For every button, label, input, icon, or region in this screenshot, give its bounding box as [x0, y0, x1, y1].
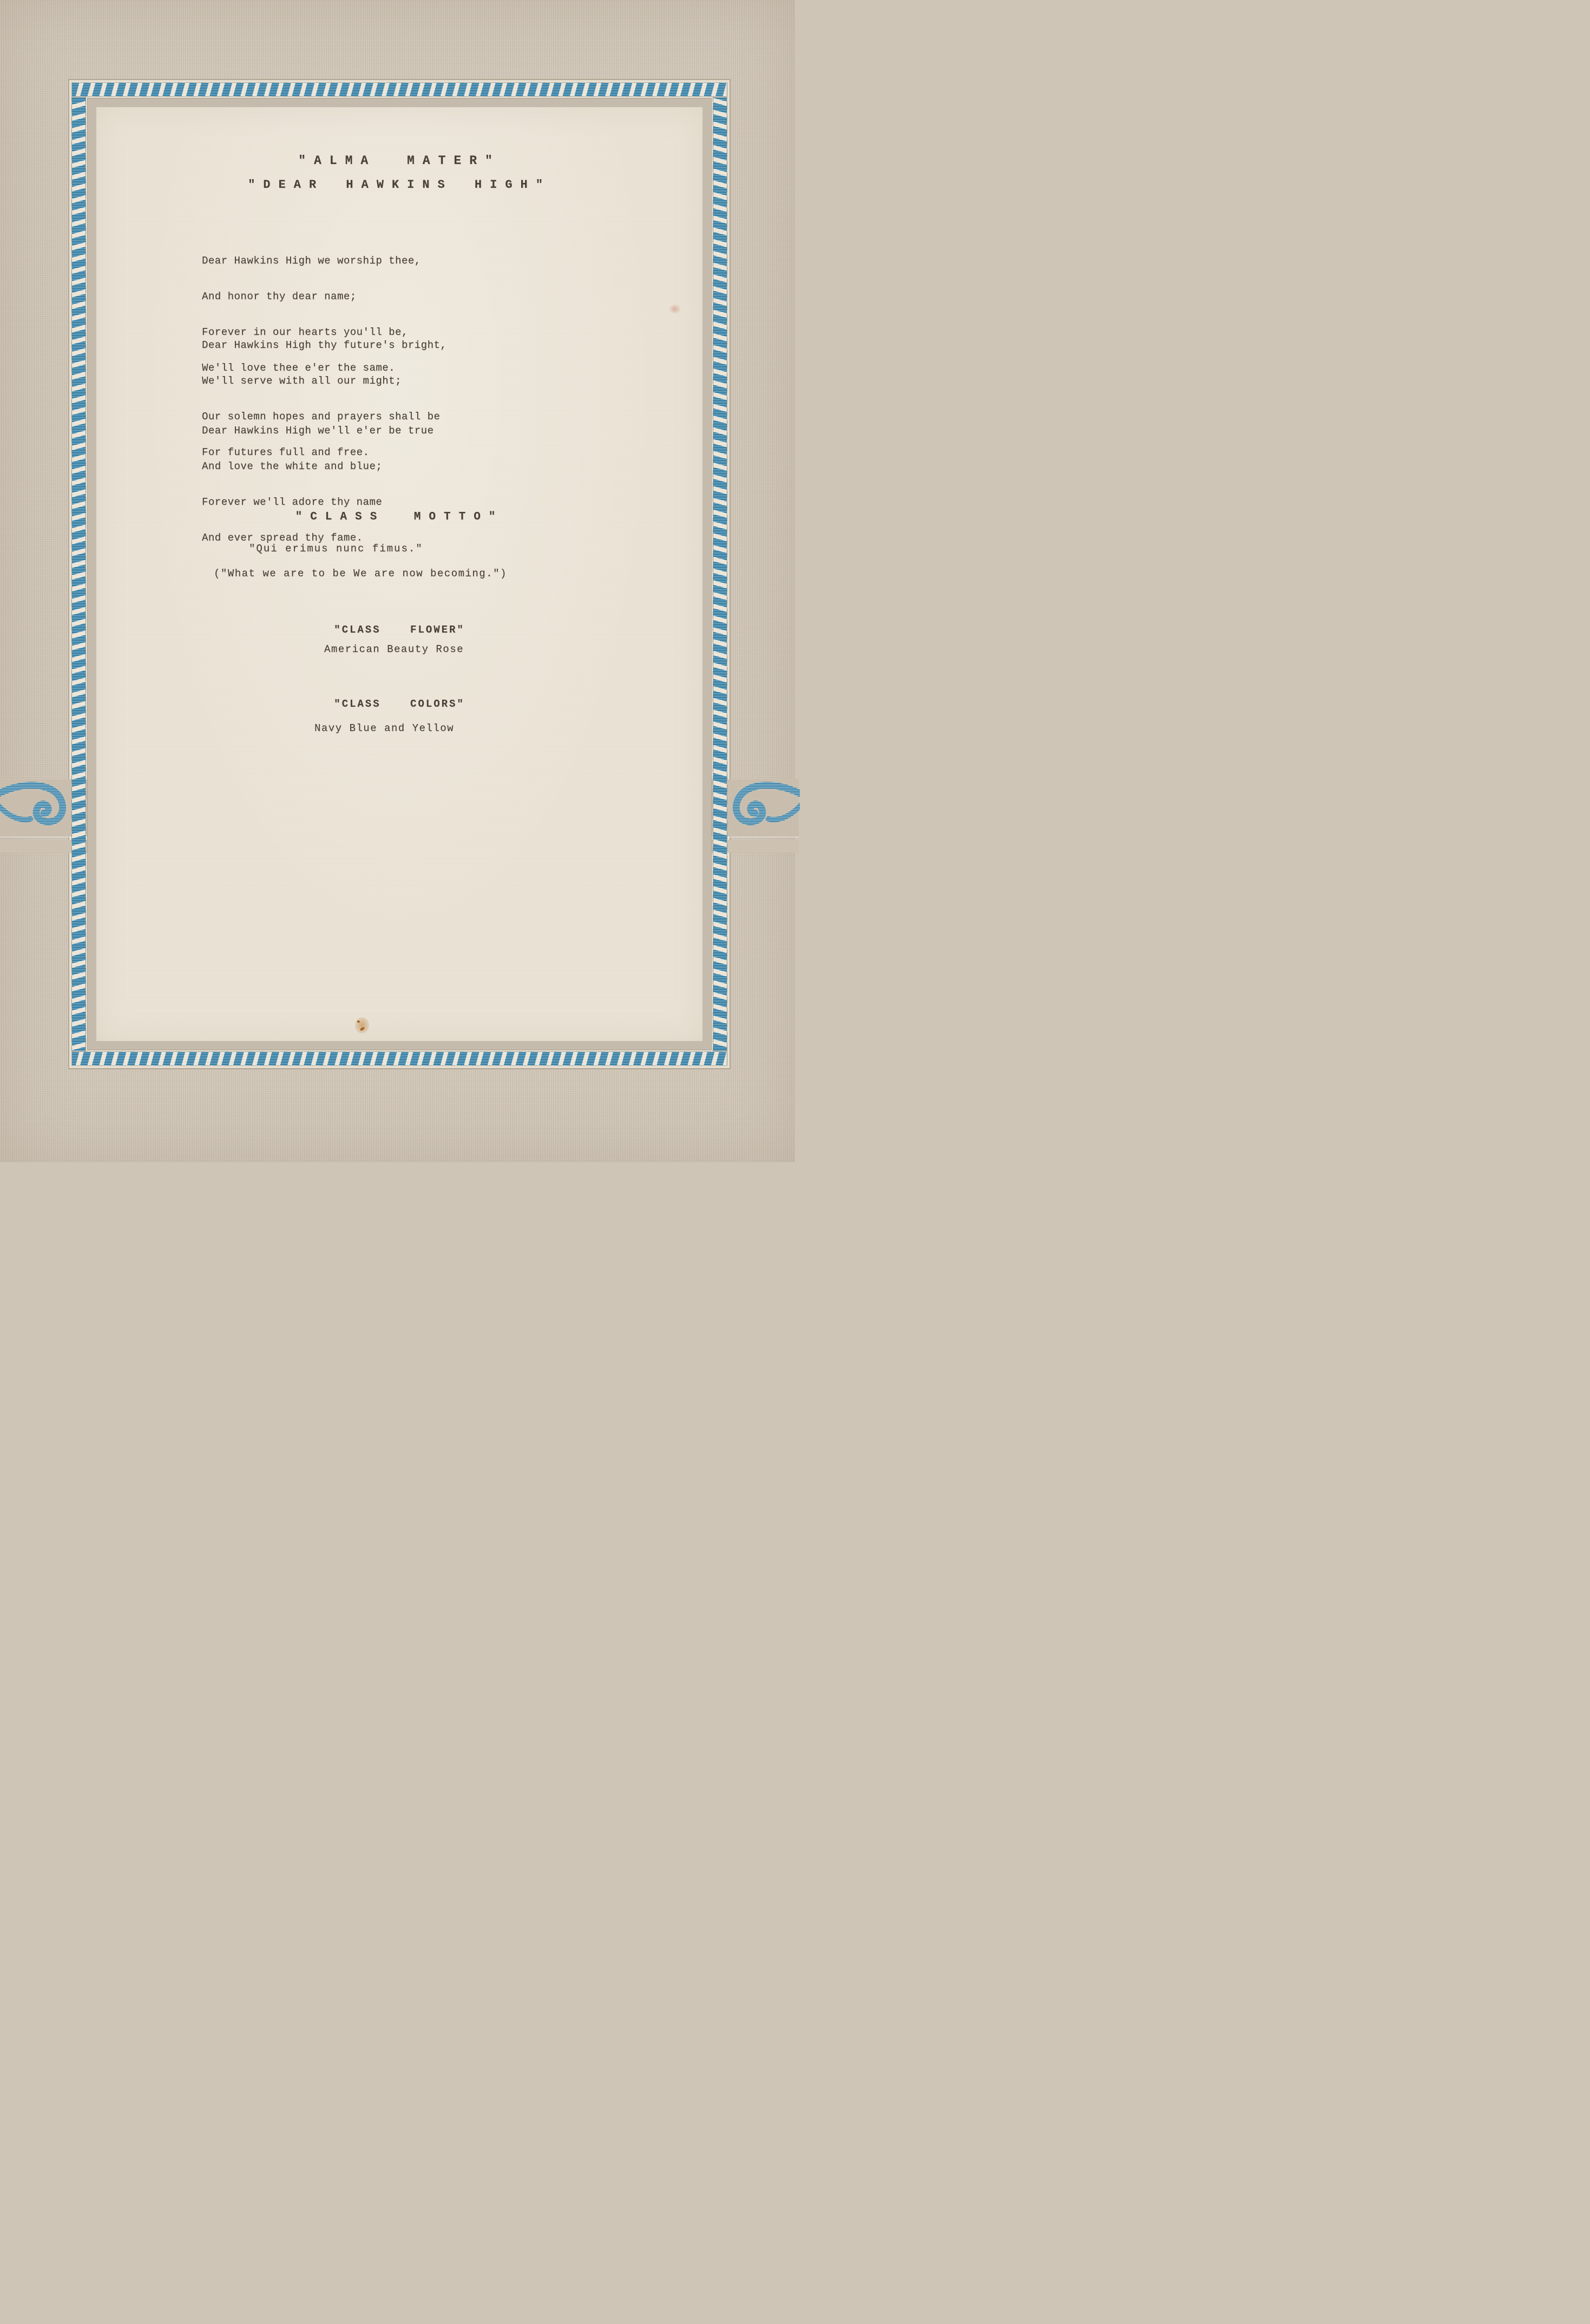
poem-line: Our solemn hopes and prayers shall be: [202, 411, 441, 423]
poem-line: And love the white and blue;: [202, 460, 383, 472]
rope-border-top: [71, 82, 727, 97]
poem-line: We'll serve with all our might;: [202, 375, 402, 387]
poem-line: And ever spread thy fame.: [202, 532, 363, 544]
stain-spot: [355, 1017, 369, 1033]
decorative-frame: [68, 79, 731, 1069]
poem-line: Dear Hawkins High thy future's bright,: [202, 339, 447, 351]
rope-border-right: [713, 97, 727, 1051]
class-colors-value: Navy Blue and Yellow: [314, 722, 455, 734]
poem-line: And honor thy dear name;: [202, 291, 357, 302]
alma-mater-title: "ALMA MATER": [298, 154, 501, 168]
poem-line: Dear Hawkins High we'll e'er be true: [202, 425, 434, 437]
poem-line: Forever in our hearts you'll be,: [202, 326, 408, 338]
class-flower-heading: "CLASS FLOWER": [334, 624, 465, 636]
rope-border-left: [71, 97, 86, 1051]
class-motto-heading: "CLASS MOTTO": [295, 511, 504, 523]
poem-line: We'll love thee e'er the same.: [202, 362, 396, 374]
class-flower-value: American Beauty Rose: [324, 643, 464, 655]
class-colors-heading: "CLASS COLORS": [334, 698, 465, 710]
class-motto-latin: "Qui erimus nunc fimus.": [249, 543, 423, 555]
class-motto-translation: ("What we are to be We are now becoming."): [214, 568, 507, 580]
alma-mater-subtitle: "DEAR HAWKINS HIGH": [248, 178, 551, 192]
scroll-ornament-icon: [0, 781, 80, 834]
typewritten-page: [96, 107, 702, 1041]
rope-border-bottom: [71, 1051, 727, 1066]
scanned-yearbook-page: [0, 0, 795, 1162]
scroll-ornament-icon: [719, 781, 800, 834]
poem-line: Forever we'll adore thy name: [202, 496, 383, 508]
poem-line: Dear Hawkins High we worship thee,: [202, 255, 421, 267]
poem-line: For futures full and free.: [202, 446, 370, 458]
stain-smudge: [669, 304, 681, 314]
